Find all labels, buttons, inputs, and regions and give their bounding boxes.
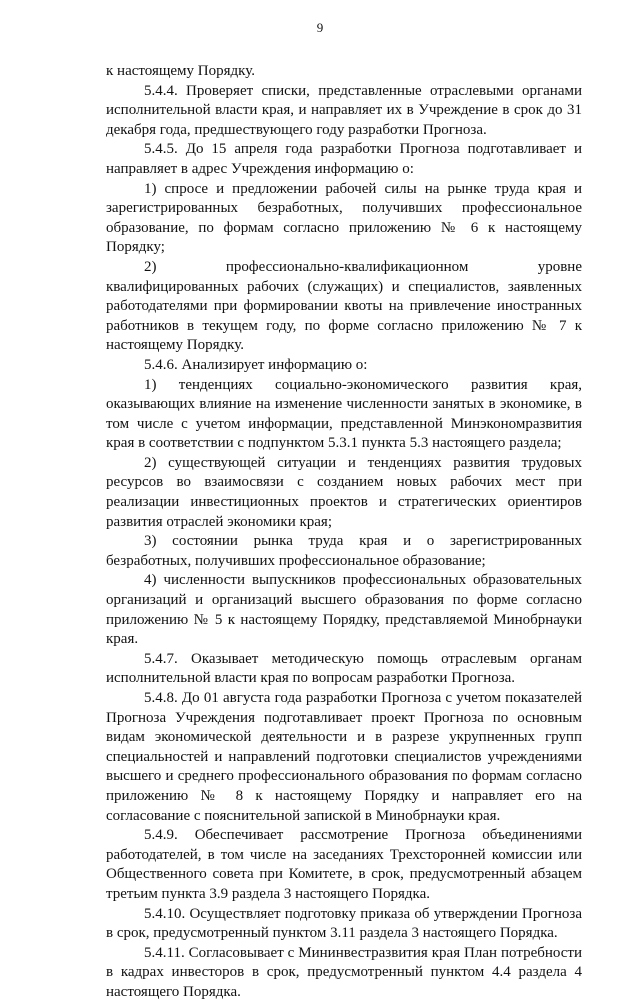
page-number: 9 [316,20,324,35]
list-item-5-4-5-1: 1) спросе и предложении рабочей силы на рынке труда края и зарегистрированных безработных, получивших профессиональное образование, по формам согласно приложению № 6 к настоящему Порядку; [106,180,582,256]
list-item-5-4-6-2: 2) существующей ситуации и тенденциях развития трудовых ресурсов во взаимосвязи с созданием новых рабочих мест при реализации инвестиционных проектов и стратегических ориентиров развития отраслей экономики края; [106,454,582,530]
list-item-5-4-5-2: 2) профессионально-квалификационном уровне квалифицированных рабочих (служащих) и специалистов, заявленных работодателями при формировании квоты на привлечение иностранных работников в текущем году, по форме согласно приложению № 7 к настоящему Порядку. [106,258,582,354]
paragraph-5-4-11: 5.4.11. Согласовывает с Мининвестразвития края План потребности в кадрах инвесторов в срок, предусмотренный пунктом 4.4 раздела 4 настоящего Порядка. [106,944,582,1000]
paragraph-5-4-8: 5.4.8. До 01 августа года разработки Прогноза с учетом показателей Прогноза Учреждения подготавливает проект Прогноза по основным видам экономической деятельности и в разрезе укрупненных групп специальностей и направлений подготовки специалистов учреждениями высшего и среднего профессионального образования по формам согласно приложению № 8 к настоящему Порядку и направляет его на согласование с пояснительной запиской в Минобрнауки края. [106,690,582,824]
paragraph-5-4-5: 5.4.5. До 15 апреля года разработки Прогноза подготавливает и направляет в адрес Учреждения информацию о: [106,141,582,177]
paragraph-continuation: к настоящему Порядку. [106,63,255,79]
paragraph-5-4-10: 5.4.10. Осуществляет подготовку приказа об утверждении Прогноза в срок, предусмотренный пунктом 3.11 раздела 3 настоящего Порядка. [106,905,582,942]
paragraph-5-4-4: 5.4.4. Проверяет списки, представленные отраслевыми органами исполнительной власти края, и направляет их в Учреждение в срок до 31 декабря года, предшествующего году разработки Прогноза. [106,82,582,138]
paragraph-5-4-6: 5.4.6. Анализирует информацию о: [144,356,368,373]
list-item-5-4-6-1: 1) тенденциях социально-экономического развития края, оказывающих влияние на изменение численности занятых в экономике, в том числе с учетом информации, представленной Минэкономразвития края в соответствии с подпунктом 5.3.1 пункта 5.3 настоящего раздела; [106,376,582,452]
document-body [106,62,582,1003]
list-item-5-4-6-3: 3) состоянии рынка труда края и о зарегистрированных безработных, получивших профессиональное образование; [106,533,582,569]
paragraph-5-4-7: 5.4.7. Оказывает методическую помощь отраслевым органам исполнительной власти края по вопросам разработки Прогноза. [106,650,582,687]
list-item-5-4-6-4: 4) численности выпускников профессиональных образовательных организаций и организаций высшего образования по форме согласно приложению № 5 к настоящему Порядку, представляемой Минобрнауки края. [106,572,582,648]
paragraph-5-4-9: 5.4.9. Обеспечивает рассмотрение Прогноза объединениями работодателей, в том числе на заседаниях Трехсторонней комиссии или Общественного совета при Комитете, в срок, предусмотренный абзацем третьим пункта 3.9 раздела 3 настоящего Порядка. [106,827,582,902]
